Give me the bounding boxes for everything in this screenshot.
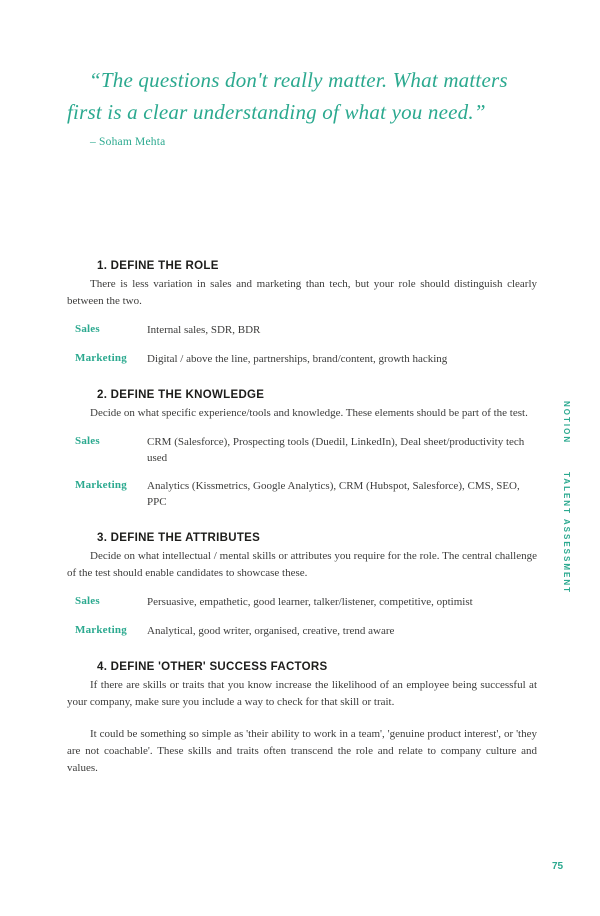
row-label-sales: Sales [75, 435, 100, 447]
definition-row-marketing [67, 624, 537, 640]
row-label-marketing: Marketing [75, 351, 127, 364]
quote-attribution: – Soham Mehta [90, 136, 166, 148]
sidebar-book-title: NOTION [562, 401, 571, 445]
row-value: Internal sales, SDR, BDR [147, 324, 261, 336]
section-intro: Decide on what intellectual / mental skills or attributes you require for the role. The central challenge of the test should enable candidates to showcase these. [67, 550, 537, 579]
row-label-marketing: Marketing [75, 623, 127, 636]
book-page [0, 64, 600, 916]
pull-quote-text: “The questions don't really matter. What matters first is a clear understanding of what you need.” [67, 68, 508, 124]
section-heading: 1. DEFINE THE ROLE [97, 260, 219, 272]
section-intro: If there are skills or traits that you know increase the likelihood of an employee being successful at your company, make sure you include a way to check for that skill or trait. [67, 679, 537, 708]
definition-row-marketing [67, 479, 537, 510]
section-define-other-success-factors [67, 661, 537, 777]
page-content [67, 260, 537, 777]
definition-row-sales [67, 595, 537, 611]
section-paragraph: It could be something so simple as 'their ability to work in a team', 'genuine product interest', or 'they are not coachable'. These skills and traits often transcend the role and relate to company culture and values. [67, 728, 537, 774]
pull-quote-block [67, 64, 537, 148]
section-intro: Decide on what specific experience/tools and knowledge. These elements should be part of the test. [90, 407, 528, 419]
definition-row-sales [67, 435, 537, 466]
section-define-the-knowledge [67, 389, 537, 510]
section-heading: 4. DEFINE 'OTHER' SUCCESS FACTORS [97, 661, 328, 673]
row-value: Analytics (Kissmetrics, Google Analytics), CRM (Hubspot, Salesforce), CMS, SEO, PPC [147, 480, 520, 508]
sidebar-chapter-title: TALENT ASSESSMENT [562, 472, 571, 595]
definition-row-sales [67, 323, 537, 339]
row-value: CRM (Salesforce), Prospecting tools (Duedil, LinkedIn), Deal sheet/productivity tech used [147, 436, 525, 464]
section-define-the-role [67, 260, 537, 367]
section-intro: There is less variation in sales and marketing than tech, but your role should distinguish clearly between the two. [67, 278, 537, 307]
row-value: Digital / above the line, partnerships, brand/content, growth hacking [147, 352, 448, 365]
section-define-the-attributes [67, 532, 537, 639]
definition-row-marketing [67, 352, 537, 368]
row-value: Analytical, good writer, organised, creative, trend aware [147, 624, 395, 637]
section-heading: 2. DEFINE THE KNOWLEDGE [97, 389, 265, 401]
page-number: 75 [552, 861, 564, 872]
row-label-marketing: Marketing [75, 479, 127, 491]
row-value: Persuasive, empathetic, good learner, talker/listener, competitive, optimist [147, 596, 473, 608]
section-heading: 3. DEFINE THE ATTRIBUTES [97, 532, 261, 544]
row-label-sales: Sales [75, 595, 100, 607]
row-label-sales: Sales [75, 323, 100, 335]
